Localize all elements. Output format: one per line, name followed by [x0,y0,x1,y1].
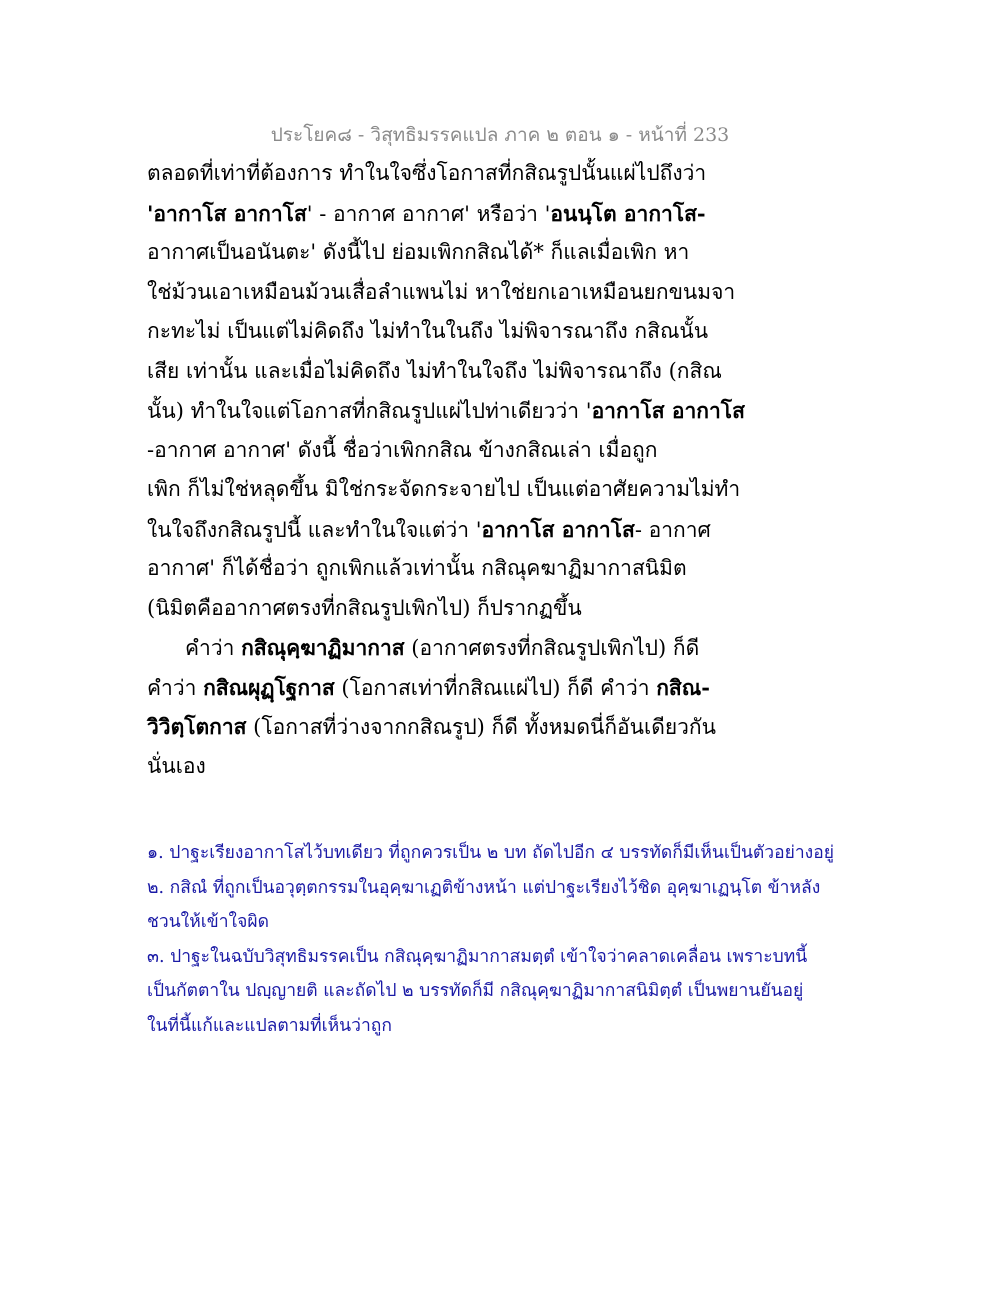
footnote-line: ๒. กสิณํ ที่ถูกเป็นอวุตฺตกรรมในอุคฺฆาเฏติข้างหน้า แต่ปาฐะเรียงไว้ชิด อุคฺฆาเฏนฺโต ข้าหลัง [147,877,821,898]
body-line [147,668,710,708]
text-span: คำว่า [185,636,242,660]
body-line [147,510,711,550]
text-span: ในใจถึงกสิณรูปนี้ และทำในใจแต่ว่า ' [147,517,482,542]
text-span: ' - อากาศ อากาศ' หรือว่า ' [306,201,551,226]
body-line: เพิก ก็ไม่ใช่หลุดขึ้น มิใช่กระจัดกระจายไป เป็นแต่อาศัยความไม่ทำ [147,477,741,501]
text-span: นั้น) ทำในใจแต่โอกาสที่กสิณรูปแผ่ไปท่าเดียวว่า ' [147,399,592,423]
bold-term: อากาโส อากาโส [591,398,745,423]
bold-term: กสิณผุฏฺโฐกาส [203,674,335,700]
body-line: -อากาศ อากาศ' ดังนี้ ชื่อว่าเพิกกสิณ ข้างกสิณเล่า เมื่อถูก [147,437,658,462]
bold-term: กสิณุคฺฆาฏิมากาส [241,635,405,660]
body-line-indented [147,628,707,668]
bold-term: 'อากาโส อากาโส [147,200,307,226]
footnote-line: ชวนให้เข้าใจผิด [147,912,269,932]
footnote-line: เป็นกัตตาใน ปญฺญายติ และถัดไป ๒ บรรทัดก็มี กสิณุคฺฆาฏิมากาสนิมิตฺตํ เป็นพยานยันอยู่ [147,981,804,1001]
body-line [147,707,717,747]
body-line [147,194,707,234]
text-span: (อากาศตรงที่กสิณรูปเพิกไป) ก็ดี [404,636,700,660]
body-line [147,391,745,431]
page-header: ประโยค๘ - วิสุทธิมรรคแปล ภาค ๒ ตอน ๑ - หน้าที่ 233 [270,124,730,146]
body-line: ตลอดที่เท่าที่ต้องการ ทำในใจซึ่งโอกาสที่กสิณรูปนั้นแผ่ไปถึงว่า [147,161,707,185]
footnote-line: ๓. ปาฐะในฉบับวิสุทธิมรรคเป็น กสิณุคฺฆาฏิมากาสมตฺตํ เข้าใจว่าคลาดเคลื่อน เพราะบทนี้ [147,946,808,967]
body-line: กะทะไม่ เป็นแต่ไม่คิดถึง ไม่ทำในในถึง ไม่พิจารณาถึง กสิณนั้น [147,319,709,343]
text-span: - อากาศ [634,517,711,542]
text-span: (โอกาสเท่าที่กสิณแผ่ไป) ก็ดี คำว่า [334,675,657,700]
footnotes [147,836,847,1043]
body-line: เสีย เท่านั้น และเมื่อไม่คิดถึง ไม่ทำในใจถึง ไม่พิจารณาถึง (กสิณ [147,358,722,383]
bold-term: กสิณ- [656,674,710,700]
footnote-line: ๑. ปาฐะเรียงอากาโสไว้บทเดียว ที่ถูกควรเป็น ๒ บท ถัดไปอีก ๔ บรรทัดก็มีเห็นเป็นตัวอย่างอยู่ [147,843,834,863]
body-line: นั่นเอง [147,753,206,778]
bold-term: วิวิตฺโตกาส [147,714,247,739]
body-line: อากาศ' ก็ได้ชื่อว่า ถูกเพิกแล้วเท่านั้น กสิณุคฆาฏิมากาสนิมิต [147,556,687,580]
body-text [147,154,745,786]
body-line: ใช่ม้วนเอาเหมือนม้วนเสื่อลำแพนไม่ หาใช่ยกเอาเหมือนยกขนมจา [147,279,736,304]
footnote-line: ในที่นี้แก้และแปลตามที่เห็นว่าถูก [147,1015,392,1036]
body-line: อากาศเป็นอนันตะ' ดังนี้ไป ย่อมเพิกกสิณได้* ก็แลเมื่อเพิก หา [147,240,690,264]
text-span: คำว่า [147,675,204,700]
bold-term: อนนฺโต อากาโส- [550,200,706,226]
bold-term: อากาโส อากาโส [481,516,635,542]
body-line: (นิมิตคืออากาศตรงที่กสิณรูปเพิกไป) ก็ปรากฏขึ้น [147,595,582,620]
text-span: (โอกาสที่ว่างจากกสิณรูป) ก็ดี ทั้งหมดนี่ก็อันเดียวกัน [246,715,717,739]
